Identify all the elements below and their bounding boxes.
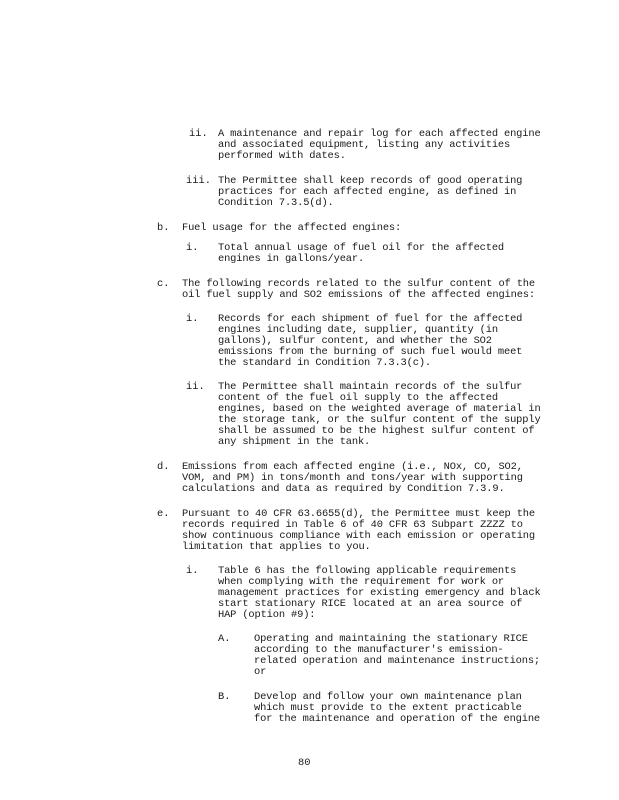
item-text-line: for the maintenance and operation of the engine [254,713,541,725]
item-label: B. [218,691,231,703]
item-text-line: related operation and maintenance instructions; [254,655,541,667]
item-text-line: calculations and data as required by Condition 7.3.9. [182,483,505,495]
item-label: b. [157,222,170,234]
item-label: d. [157,461,170,473]
item-text-line: Condition 7.3.5(d). [218,197,334,209]
item-text-line: or [254,666,267,678]
item-text-line: Records for each shipment of fuel for the affected [218,313,523,325]
item-text-line: engines including date, supplier, quantity (in [218,324,498,336]
item-text-line: which must provide to the extent practicable [254,702,522,714]
item-text-line: limitation that applies to you. [182,541,371,553]
item-label: ii. [189,128,208,140]
item-text-line: Table 6 has the following applicable requirements [218,565,517,577]
item-text-line: emissions from the burning of such fuel would meet [218,346,523,358]
item-text-line: HAP (option #9): [218,609,316,621]
item-text-line: Operating and maintaining the stationary RICE [254,633,528,645]
item-label: ii. [186,381,205,393]
page-number: 80 [298,757,311,769]
item-text-line: oil fuel supply and SO2 emissions of the affected engines: [182,289,535,301]
item-text-line: engines in gallons/year. [218,253,365,265]
item-label: c. [157,278,170,290]
item-text-line: start stationary RICE located at an area source of [218,598,523,610]
item-text-line: Develop and follow your own maintenance plan [254,691,522,703]
item-text-line: content of the fuel oil supply to the affected [218,392,498,404]
item-text-line: the standard in Condition 7.3.3(c). [218,357,431,369]
item-text-line: engines, based on the weighted average of material in [218,403,541,415]
item-text-line: The Permittee shall keep records of good operating [218,175,523,187]
item-label: A. [218,633,231,645]
item-text-line: Emissions from each affected engine (i.e., NOx, CO, SO2, [182,461,523,473]
item-text-line: A maintenance and repair log for each affected engine [218,128,541,140]
item-text-line: management practices for existing emergency and black [218,587,541,599]
item-text-line: according to the manufacturer's emission- [254,644,504,656]
item-text-line: VOM, and PM) in tons/month and tons/year with supporting [182,472,523,484]
item-text-line: Pursuant to 40 CFR 63.6655(d), the Permittee must keep the [182,508,535,520]
item-label: i. [186,313,199,325]
item-label: e. [157,508,170,520]
item-label: iii. [186,175,211,187]
item-text-line: records required in Table 6 of 40 CFR 63 Subpart ZZZZ to [182,519,523,531]
item-text-line: when complying with the requirement for work or [218,576,505,588]
item-text-line: Total annual usage of fuel oil for the affected [218,242,505,254]
item-text-line: performed with dates. [218,150,346,162]
item-text-line: any shipment in the tank. [218,436,371,448]
item-text-line: The Permittee shall maintain records of the sulfur [218,381,523,393]
item-label: i. [186,242,199,254]
item-text-line: practices for each affected engine, as defined in [218,186,517,198]
item-text-line: show continuous compliance with each emission or operating [182,530,535,542]
item-text-line: Fuel usage for the affected engines: [182,222,402,234]
item-text-line: and associated equipment, listing any activities [218,139,511,151]
item-text-line: gallons), sulfur content, and whether the SO2 [218,335,492,347]
item-label: i. [186,565,199,577]
item-text-line: The following records related to the sulfur content of the [182,278,535,290]
item-text-line: the storage tank, or the sulfur content of the supply [218,414,541,426]
item-text-line: shall be assumed to be the highest sulfur content of [218,425,535,437]
